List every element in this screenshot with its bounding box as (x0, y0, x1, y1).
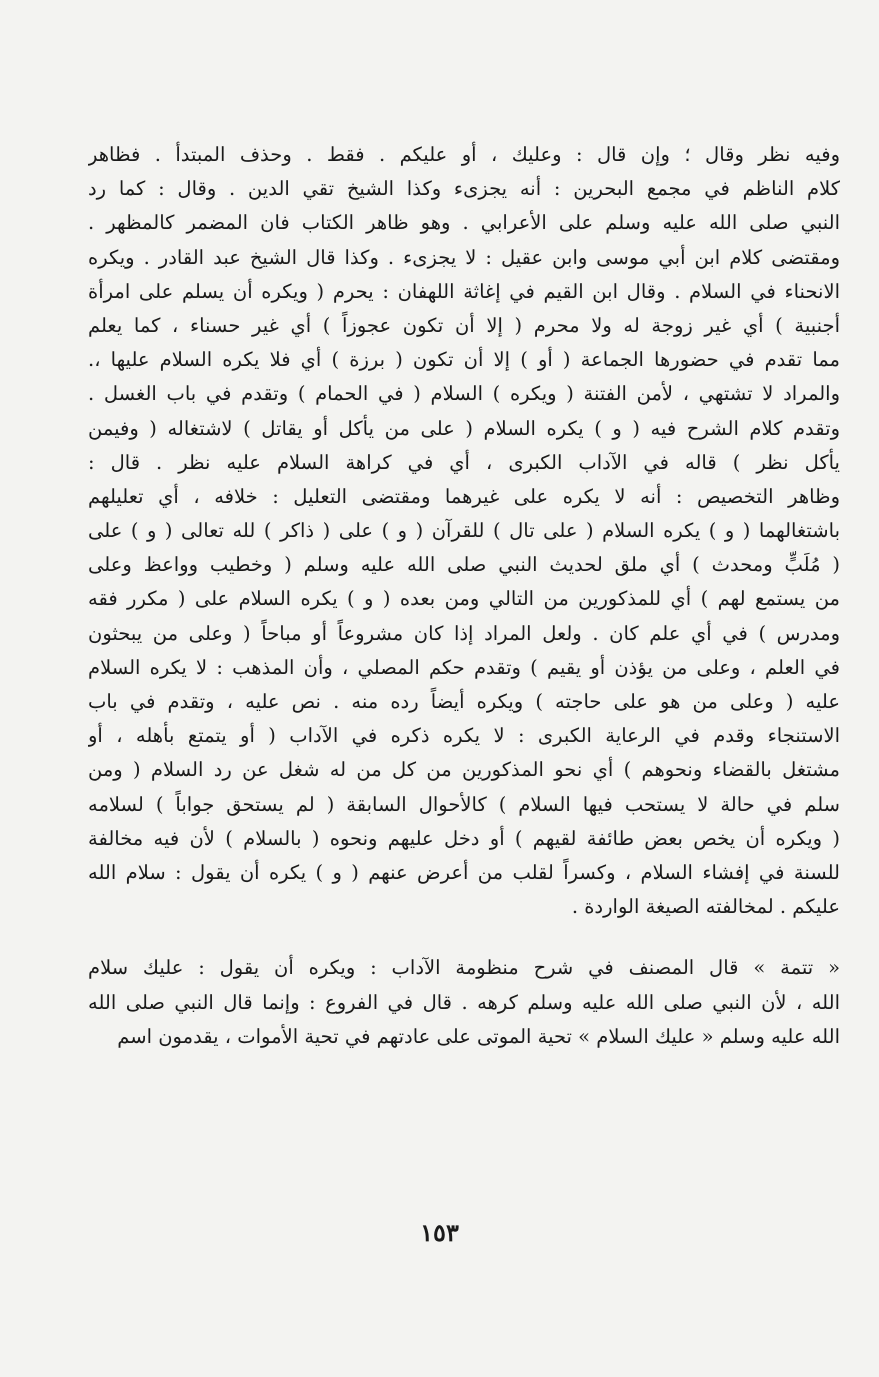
text-line: وتقدم كلام الشرح فيه ( و ) يكره السلام ( على من يأكل أو يقاتل ) لاشتغاله ( وفيمن (88, 416, 840, 440)
text-line: عليه ( وعلى من هو على حاجته ) ويكره أيضاً رده منه . نص عليه ، وتقدم في باب (88, 690, 840, 713)
text-line: الله عليه وسلم « عليك السلام » تحية الموتى على عادتهم في تحية الأموات ، يقدمون اسم (117, 1024, 840, 1048)
paragraph-gap (88, 924, 840, 951)
text-line: باشتغالهما ( و ) يكره السلام ( على تال ) للقرآن ( و ) على ( ذاكر ) لله تعالى ( و ) على (88, 519, 840, 543)
text-line: الاستنجاء وقدم في الرعاية الكبرى : لا يكره ذكره في الآداب ( أو يتمتع بأهله ، أو (88, 724, 840, 748)
text-line: سلم في حالة لا يستحب فيها السلام ) كالأحوال السابقة ( لم يستحق جواباً ) لسلامه (88, 792, 840, 816)
text-line: عليكم . لمخالفته الصيغة الواردة . (571, 895, 840, 919)
page-body (88, 138, 840, 1054)
text-line: « تتمة » قال المصنف في شرح منظومة الآداب : ويكره أن يقول : عليك سلام (88, 956, 840, 980)
text-line: كلام الناظم في مجمع البحرين : أنه يجزىء وكذا الشيخ تقي الدين . وقال : كما رد (88, 177, 840, 201)
text-line: الانحناء في السلام . وقال ابن القيم في إغاثة اللهفان : يحرم ( ويكره أن يسلم على امرأة (88, 279, 840, 303)
text-line: مما تقدم في حضورها الجماعة ( أو ) إلا أن تكون ( برزة ) أي فلا يكره السلام عليها ،. (88, 348, 840, 372)
page-number: ١٥٣ (420, 1218, 459, 1247)
paragraph-tatimma (88, 951, 840, 1054)
text-line: والمراد لا تشتهي ، لأمن الفتنة ( ويكره ) السلام ( في الحمام ) وتقدم في باب الغسل . (88, 382, 840, 406)
text-line: ( مُلَبٍّ ومحدث ) أي ملق لحديث النبي صلى الله عليه وسلم ( وخطيب وواعظ وعلى (88, 553, 840, 577)
text-line: وفيه نظر وقال ؛ وإن قال : وعليك ، أو عليكم . فقط . وحذف المبتدأ . فظاهر (88, 143, 840, 166)
text-line: مشتغل بالقضاء ونحوهم ) أي نحو المذكورين من كل من له شغل عن رد السلام ( ومن (88, 758, 840, 782)
text-line: ومقتضى كلام ابن أبي موسى وابن عقيل : لا يجزىء . وكذا قال الشيخ عبد القادر . ويكره (88, 245, 840, 269)
paragraph-main (88, 138, 840, 924)
text-line: وظاهر التخصيص : أنه لا يكره على غيرهما ومقتضى التعليل : خلافه ، أي تعليلهم (88, 484, 840, 508)
text-line: ( ويكره أن يخص بعض طائفة لقيهم ) أو دخل عليهم ونحوه ( بالسلام ) لأن فيه مخالفة (88, 826, 840, 850)
text-line: ومدرس ) في أي علم كان . ولعل المراد إذا كان مشروعاً أو مباحاً ( وعلى من يبحثون (88, 621, 840, 645)
text-line: في العلم ، وعلى من يؤذن أو يقيم ) وتقدم حكم المصلي ، وأن المذهب : لا يكره السلام (88, 655, 840, 679)
text-line: النبي صلى الله عليه وسلم على الأعرابي . وهو ظاهر الكتاب فان المضمر كالمظهر . (88, 211, 840, 235)
text-line: أجنبية ) أي غير زوجة له ولا محرم ( إلا أن تكون عجوزاً ) أي غير حسناء ، كما يعلم (88, 313, 840, 337)
text-line: للسنة في إفشاء السلام ، وكسراً لقلب من أعرض عنهم ( و ) يكره أن يقول : سلام الله (88, 860, 840, 884)
text-line: من يستمع لهم ) أي للمذكورين من التالي ومن بعده ( و ) يكره السلام على ( مكرر فقه (88, 587, 840, 611)
text-line: يأكل نظر ) قاله في الآداب الكبرى ، أي في كراهة السلام عليه نظر . قال : (88, 450, 840, 474)
text-line: الله ، لأن النبي صلى الله عليه وسلم كرهه . قال في الفروع : وإنما قال النبي صلى الله (88, 990, 840, 1014)
